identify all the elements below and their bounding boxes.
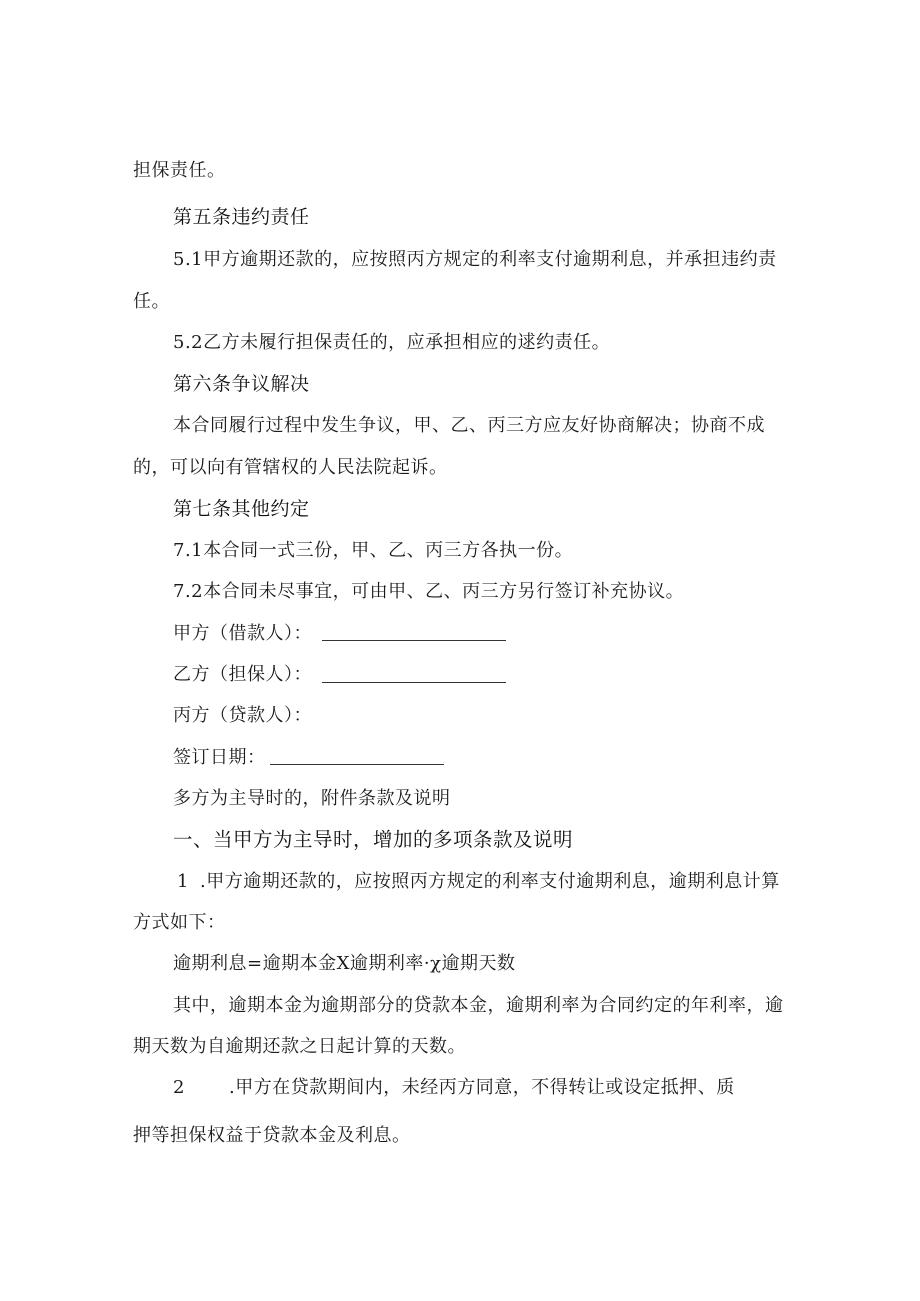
interest-formula: 逾期利息=逾期本金X逾期利率·χ逾期天数 [173,953,516,974]
paragraph-line: .甲方在贷款期间内，未经丙方同意，不得转让或设定抵押、质 [229,1077,735,1098]
sign-date-line [270,764,444,765]
paragraph-line: 其中，逾期本金为逾期部分的贷款本金，逾期利率为合同约定的年利率，逾 [173,995,784,1016]
party-a-signature-line [322,640,506,641]
paragraph-line: 担保责任。 [133,160,226,181]
party-b-signature-line [322,682,506,683]
party-b-label: 乙方（担保人）： [173,664,312,685]
paragraph-line: 期天数为自逾期还款之日起计算的天数。 [133,1036,466,1057]
appendix-item-2-number: 2 [173,1077,185,1098]
paragraph-line: .甲方逾期还款的，应按照丙方规定的利率支付逾期利息，逾期利息计算 [200,871,780,892]
paragraph-line: 任。 [133,291,170,312]
appendix-item-1-number: 1 [177,871,189,892]
appendix-intro: 多方为主导时的，附件条款及说明 [173,788,451,809]
section-heading-article-7: 第七条其他约定 [173,498,310,520]
paragraph-line: 方式如下： [133,912,226,933]
section-heading-article-5: 第五条违约责任 [173,206,310,228]
paragraph-line: 本合同履行过程中发生争议，甲、乙、丙三方应友好协商解决；协商不成 [173,415,765,436]
party-a-label: 甲方（借款人）： [173,623,312,644]
paragraph-line: 5.1甲方逾期还款的，应按照丙方规定的利率支付逾期利息，并承担违约责 [173,249,777,270]
paragraph-line: 5.2乙方未履行担保责任的，应承担相应的逑约责任。 [173,332,611,353]
paragraph-line: 7.1本合同一式三份，甲、乙、丙三方各执一份。 [173,540,574,561]
appendix-heading: 一、当甲方为主导时，增加的多项条款及说明 [173,828,574,851]
paragraph-line: 押等担保权益于贷款本金及利息。 [133,1125,411,1146]
paragraph-line: 的，可以向有管辖权的人民法院起诉。 [133,457,448,478]
paragraph-line: 7.2本合同未尽事宜，可由甲、乙、丙三方另行签订补充协议。 [173,581,685,602]
sign-date-label: 签订日期： [173,747,266,768]
section-heading-article-6: 第六条争议解决 [173,373,310,395]
party-c-label: 丙方（贷款人）： [173,705,312,726]
